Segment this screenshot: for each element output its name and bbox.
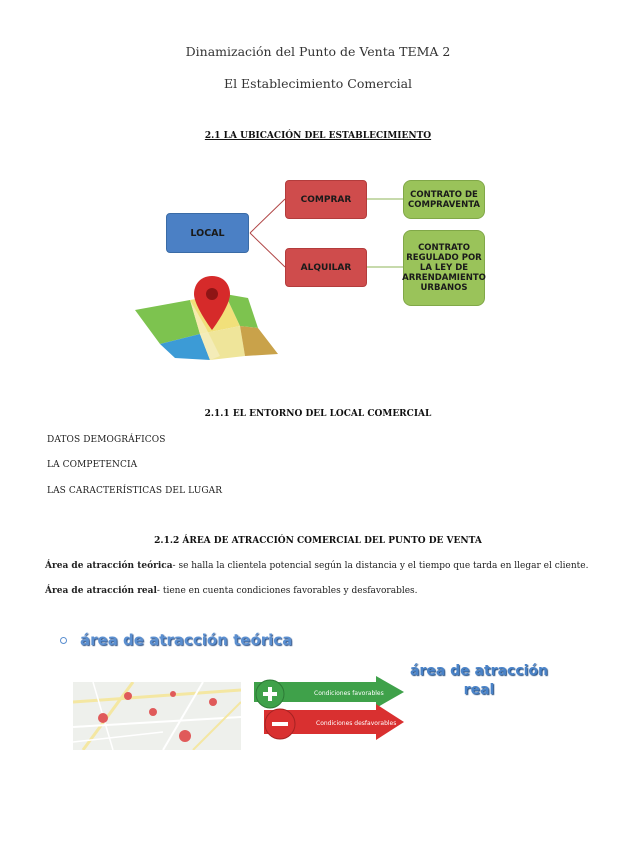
paragraph-teorica <box>45 561 588 571</box>
section-heading-2-1: 2.1 LA UBICACIÓN DEL ESTABLECIMIENTO <box>204 131 432 141</box>
contrato-compraventa-label: CONTRATO DE COMPRAVENTA <box>408 189 480 210</box>
section-heading-2-1-2: 2.1.2 ÁREA DE ATRACCIÓN COMERCIAL DEL PUNTO DE VENTA <box>154 536 482 546</box>
comprar-box <box>285 180 367 219</box>
desfavorables-label: Condiciones desfavorables <box>316 720 397 727</box>
contrato-regulado-box <box>403 230 485 306</box>
local-label: LOCAL <box>190 227 225 239</box>
slide-bullet-title: área de atracción teórica <box>80 631 293 649</box>
document-title: Dinamización del Punto de Venta TEMA 2 <box>185 44 451 59</box>
real-title-line1: área de atracción <box>409 663 549 679</box>
list-item: LAS CARACTERÍSTICAS DEL LUGAR <box>47 486 223 496</box>
real-title-line2: real <box>463 682 495 698</box>
term-teorica: Área de atracción teórica <box>45 561 173 571</box>
section-heading-2-1-1: 2.1.1 EL ENTORNO DEL LOCAL COMERCIAL <box>204 409 432 419</box>
text-teorica: - se halla la clientela potencial según la distancia y el tiempo que tarda en llegar el cliente. <box>172 561 589 571</box>
comprar-label: COMPRAR <box>300 194 352 205</box>
document-subtitle: El Establecimiento Comercial <box>223 76 413 91</box>
alquilar-box <box>285 248 367 287</box>
map-pin-illustration <box>130 272 280 364</box>
list-item: LA COMPETENCIA <box>47 460 138 470</box>
term-real: Área de atracción real <box>45 586 157 596</box>
alquilar-label: ALQUILAR <box>300 262 352 273</box>
local-box <box>166 213 249 253</box>
text-real: - tiene en cuenta condiciones favorables y desfavorables. <box>156 586 418 596</box>
conditions-arrows <box>246 676 406 750</box>
street-map-image <box>73 682 241 750</box>
favorables-label: Condiciones favorables <box>314 690 384 697</box>
contrato-compraventa-box <box>403 180 485 219</box>
paragraph-real <box>45 586 418 596</box>
bullet-icon <box>60 637 67 644</box>
list-item: DATOS DEMOGRÁFICOS <box>47 435 166 445</box>
contrato-regulado-label: CONTRATO REGULADO POR LA LEY DE ARRENDAMIENTO URBANOS <box>402 243 486 293</box>
slide-real-title <box>404 662 554 700</box>
